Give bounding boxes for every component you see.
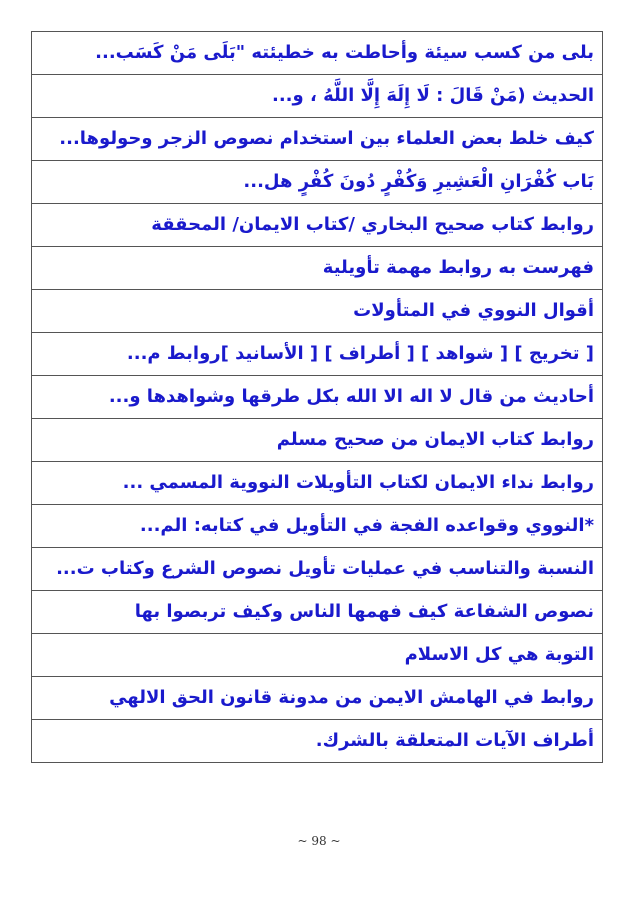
link-cell[interactable]: الحديث (مَنْ قَالَ : لَا إِلَهَ إِلَّا اللَّهُ ، و... <box>32 75 603 118</box>
table-row <box>32 677 603 720</box>
table-row <box>32 376 603 419</box>
link-cell[interactable]: فهرست به روابط مهمة تأويلية <box>32 247 603 290</box>
link-cell[interactable]: روابط كتاب صحيح البخاري /كتاب الايمان/ المحققة <box>32 204 603 247</box>
link-cell[interactable]: النسبة والتناسب في عمليات تأويل نصوص الشرع وكتاب ت... <box>32 548 603 591</box>
table-row <box>32 462 603 505</box>
table-row <box>32 118 603 161</box>
table-row <box>32 505 603 548</box>
link-cell[interactable]: [ تخريج ] [ شواهد ] [ أطراف ] [ الأسانيد ]روابط م... <box>32 333 603 376</box>
link-cell[interactable]: نصوص الشفاعة كيف فهمها الناس وكيف تربصوا بها <box>32 591 603 634</box>
link-cell[interactable]: أحاديث من قال لا اله الا الله بكل طرقها وشواهدها و... <box>32 376 603 419</box>
table-row <box>32 247 603 290</box>
table-row <box>32 32 603 75</box>
link-cell[interactable]: روابط كتاب الايمان من صحيح مسلم <box>32 419 603 462</box>
link-cell[interactable]: روابط في الهامش الايمن من مدونة قانون الحق الالهي <box>32 677 603 720</box>
link-cell[interactable]: روابط نداء الايمان لكتاب التأويلات النووية المسمي ... <box>32 462 603 505</box>
links-table <box>31 31 603 763</box>
link-cell[interactable]: كيف خلط بعض العلماء بين استخدام نصوص الزجر وحولوها... <box>32 118 603 161</box>
page-number: ~ 98 ~ <box>297 834 341 848</box>
table-row <box>32 161 603 204</box>
link-cell[interactable]: التوبة هي كل الاسلام <box>32 634 603 677</box>
table-row <box>32 548 603 591</box>
link-cell[interactable]: *النووي وقواعده الفجة في التأويل في كتابه: الم... <box>32 505 603 548</box>
table-row <box>32 419 603 462</box>
table-row <box>32 720 603 763</box>
table-row <box>32 591 603 634</box>
link-cell[interactable]: أطراف الآيات المتعلقة بالشرك. <box>32 720 603 763</box>
table-row <box>32 290 603 333</box>
table-row <box>32 75 603 118</box>
table-row <box>32 634 603 677</box>
link-cell[interactable]: بَاب كُفْرَانِ الْعَشِيرِ وَكُفْرٍ دُونَ كُفْرٍ هل... <box>32 161 603 204</box>
table-row <box>32 204 603 247</box>
link-cell[interactable]: أقوال النووي في المتأولات <box>32 290 603 333</box>
link-cell[interactable]: بلى من كسب سيئة وأحاطت به خطيئته "بَلَى مَنْ كَسَب... <box>32 32 603 75</box>
table-row <box>32 333 603 376</box>
